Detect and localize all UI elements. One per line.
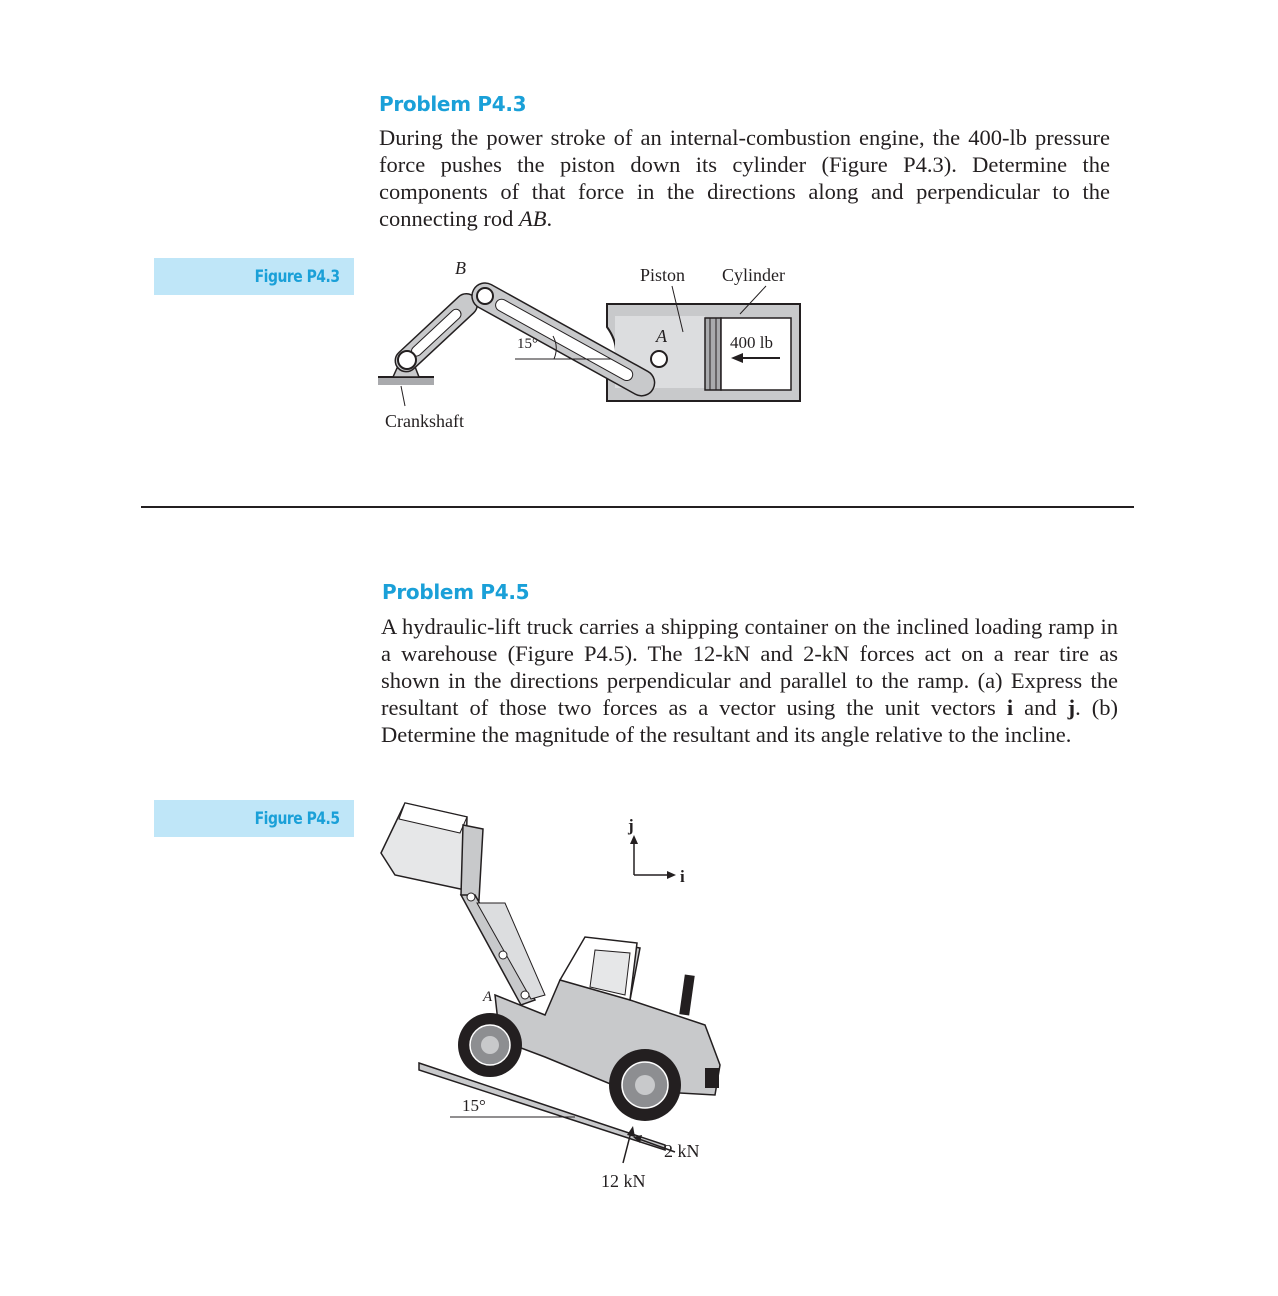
rear-wheel (609, 1049, 681, 1121)
label-piston: Piston (640, 265, 686, 285)
problem-p4-3-title: Problem P4.3 (379, 92, 527, 116)
figure-p4-3-diagram (375, 254, 815, 434)
problem-p4-3-body: During the power stroke of an internal-combustion engine, the 400-lb pressure force pushes the piston down its cylinder (Figure P4.3). Determine the components of that force in the directions along and perpendicular to the connecting rod (379, 125, 1110, 231)
label-b: B (455, 258, 466, 278)
ramp-angle-label: 15° (462, 1096, 486, 1115)
label-cylinder: Cylinder (722, 265, 785, 285)
front-wheel (458, 1013, 522, 1077)
angle-label: 15° (517, 336, 538, 352)
j-label: j (628, 816, 634, 835)
problem-p4-5-text (381, 613, 1118, 748)
force-2kn-label: 2 kN (664, 1141, 700, 1161)
problem-p4-5-and: and (1013, 695, 1068, 720)
cylinder-chamber (721, 318, 791, 390)
force-12kn-label: 12 kN (601, 1171, 646, 1191)
problem-p4-3-end: . (546, 206, 553, 231)
figure-p4-5-diagram (375, 795, 735, 1195)
crankshaft-pin (398, 351, 416, 369)
figure-p4-3-tag (154, 258, 354, 295)
problem-p4-5-body-1: A hydraulic-lift truck carries a shipping container on the inclined loading ramp in a warehouse (Figure P4.5). The 12-kN and 2-kN forces act on a rear tire as shown in the directions perpendicular and parallel to the ramp. (a) Express the resultant of those two forces as a vector using the unit vectors (381, 614, 1118, 720)
rear-light (705, 1068, 719, 1088)
figure-p4-5-tag (154, 800, 354, 837)
exhaust-pipe (679, 974, 694, 1015)
force-label-400lb: 400 lb (730, 333, 773, 352)
pin-b (477, 288, 493, 304)
section-divider (141, 506, 1134, 508)
ground (378, 377, 434, 385)
label-crankshaft: Crankshaft (385, 411, 464, 431)
problem-p4-5-title: Problem P4.5 (382, 580, 530, 604)
rod-ab-label: AB (518, 206, 547, 231)
unit-vector-i: i (1006, 695, 1014, 720)
fork-carriage (461, 825, 483, 900)
point-a-label: A (483, 989, 493, 1005)
i-label: i (680, 867, 685, 886)
problem-p4-3-text (379, 124, 1110, 232)
label-a: A (656, 326, 667, 346)
pin-a (651, 351, 667, 367)
piston (705, 318, 721, 390)
figure-p4-3-tag-label: Figure P4.3 (255, 266, 340, 287)
figure-p4-5-tag-label: Figure P4.5 (255, 808, 340, 829)
unit-vector-j: j (1067, 695, 1076, 720)
problem-p4-5-body-2: . (b) Determine the magnitude of the resultant and its angle relative to the incline. (381, 695, 1118, 747)
